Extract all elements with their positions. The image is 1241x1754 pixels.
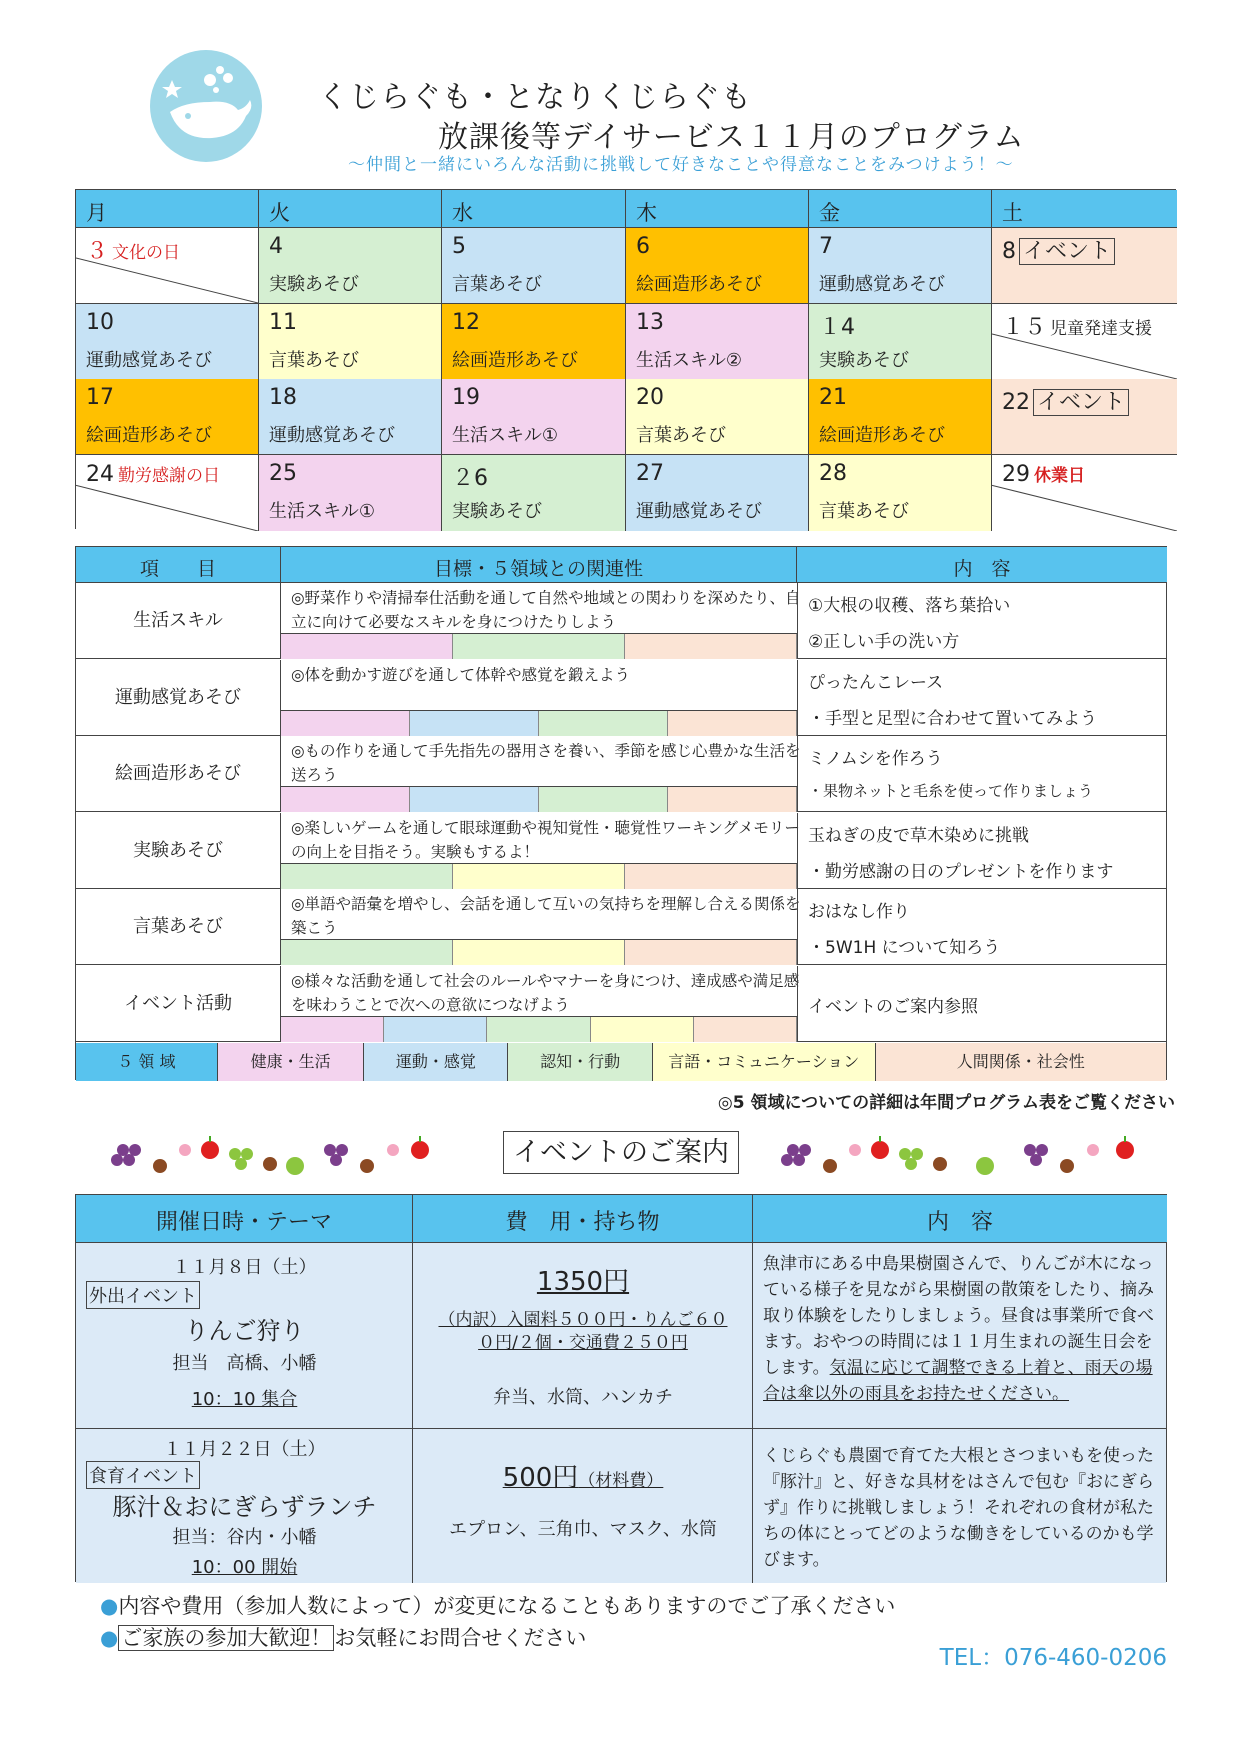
day-number-value: 20 (636, 385, 664, 410)
footer-note-2-highlight: ご家族の参加大歓迎！ (118, 1625, 334, 1651)
day-activity: 生活スキル① (452, 425, 558, 446)
goals-header: 内 容 (797, 547, 1167, 583)
weekday-header: 金 (809, 190, 992, 228)
domain-bar (281, 940, 453, 965)
calendar-day (992, 455, 1177, 531)
event-staff: 担当：谷内・小幡 (172, 1527, 317, 1548)
day-note: 児童発達支援 (1050, 318, 1153, 339)
goals-header: 項 目 (76, 547, 281, 583)
domain-bar (453, 940, 625, 965)
day-number (636, 461, 664, 486)
day-number-value: ３ (86, 239, 109, 264)
day-number-value: 25 (269, 460, 297, 486)
domain-bars (281, 863, 797, 889)
domain-bar (625, 864, 797, 889)
event-description-text: 魚津市にある中島果樹園さんで、りんごが木になっている様子を見ながら果樹園の散策をしたり、摘み取り体験をしたりしましょう。昼食は事業所で食べます。おやつの時間には１１月生まれの誕生日会をします。 (763, 1254, 1154, 1378)
goal-content-line: 玉ねぎの皮で草木染めに挑戦 (808, 825, 1029, 846)
event-date: １１月２２日（土） (163, 1439, 326, 1460)
day-number-value: 6 (636, 234, 650, 259)
event-header-content: 内 容 (753, 1195, 1167, 1243)
domain-bars (281, 939, 797, 965)
footer-note-2-text: お気軽にお問合せください (334, 1626, 587, 1650)
event-price-line (413, 1457, 753, 1494)
weekday-header: 月 (76, 190, 259, 228)
calendar-day (809, 455, 992, 531)
goal-category: 言葉あそび (76, 889, 281, 965)
event-price-detail: （内訳）入園料５００円・りんご６００円/２個・交通費２５０円 (438, 1310, 728, 1353)
domain-bar (668, 787, 797, 812)
day-note: 勤労感謝の日 (118, 465, 220, 486)
goal-text: ◎楽しいゲームを通して眼球運動や視知覚性・聴覚性ワーキングメモリーの向上を目指そう。実験もするよ！ (291, 818, 800, 861)
goal-text: ◎野菜作りや清掃奉仕活動を通して自然や地域との関わりを深めたり、自立に向けて必要なスキルを身につけたりしよう (291, 589, 801, 631)
calendar-day (259, 228, 442, 304)
domain-legend-item: 言語・コミュニケーション (653, 1043, 876, 1081)
day-number-value: 17 (86, 385, 114, 410)
domain-bar (539, 787, 668, 812)
event-description: くじらぐも農園で育てた大根とさつまいもを使った『豚汁』と、好きな具材をはさんで包む『おにぎらず』作りに挑戦しましょう！それぞれの食材が私たちの体にとってどのような働きをしているのかも学びます。 (763, 1446, 1154, 1570)
bullet-icon: ● (100, 1626, 119, 1650)
goal-category: イベント活動 (76, 966, 281, 1042)
day-number (269, 234, 283, 259)
day-note: 文化の日 (112, 243, 181, 263)
event-description-note: 気温に応じて調整できる上着と、雨天の場合は傘以外の雨具をお持たせください。 (763, 1358, 1153, 1404)
domains-note: ◎5 領域についての詳細は年間プログラム表をご覧ください (717, 1093, 1175, 1113)
event-header-cost: 費 用・持ち物 (413, 1195, 753, 1243)
calendar-day (809, 379, 992, 455)
event-header-date: 開催日時・テーマ (76, 1195, 413, 1243)
calendar-day (809, 304, 992, 380)
event-name: りんご狩り (184, 1317, 305, 1345)
phone-number: TEL：076-460-0206 (939, 1645, 1167, 1671)
calendar-day (992, 228, 1177, 304)
domain-legend-item: 健康・生活 (218, 1043, 365, 1081)
goal-content-line: おはなし作り (808, 902, 910, 923)
domain-bar (410, 711, 539, 736)
goal-category: 絵画造形あそび (76, 736, 281, 812)
event-time: 10：10 集合 (191, 1389, 298, 1410)
day-number (819, 385, 847, 410)
day-activity: 実験あそび (452, 500, 542, 522)
domain-legend (76, 1043, 1166, 1081)
day-activity: 言葉あそび (269, 349, 359, 371)
day-number-value: 28 (819, 460, 847, 486)
goal-content-line: ぴったんこレース (808, 672, 944, 693)
goal-row (76, 813, 1166, 889)
event-time: 10：00 開始 (191, 1557, 298, 1578)
calendar-day (992, 379, 1177, 455)
domain-legend-item: ５ 領 域 (76, 1043, 218, 1081)
event-staff: 担当 高橋、小幡 (172, 1353, 317, 1374)
day-number-value: 12 (452, 309, 480, 335)
day-number (452, 385, 480, 410)
goals-table (75, 546, 1167, 1080)
calendar-day (442, 379, 626, 455)
domain-bar (625, 940, 797, 965)
event-cost-cell (413, 1429, 753, 1583)
calendar-day (259, 455, 442, 531)
domain-bar (384, 1017, 487, 1042)
day-number (636, 385, 664, 410)
day-number-value: １4 (819, 314, 855, 340)
domain-legend-item: 認知・行動 (508, 1043, 653, 1081)
goal-content-line: イベントのご案内参照 (808, 997, 978, 1017)
domain-bars (281, 633, 797, 659)
page-title-line1: くじらぐも・となりくじらぐも (318, 80, 752, 115)
event-tag: 外出イベント (86, 1281, 200, 1309)
calendar-day (442, 228, 626, 304)
day-activity: 絵画造形あそび (452, 349, 578, 371)
event-bring: エプロン、三角巾、マスク、水筒 (449, 1519, 717, 1540)
goal-text: ◎様々な活動を通して社会のルールやマナーを身につけ、達成感や満足感を味わうことで次への意欲につなげよう (291, 972, 800, 1014)
calendar-day (809, 228, 992, 304)
day-activity: 生活スキル① (269, 500, 375, 522)
domain-bars (281, 1016, 797, 1042)
day-activity: 実験あそび (819, 349, 909, 371)
event-table (75, 1194, 1167, 1582)
event-label: イベント (1033, 389, 1129, 416)
day-number (86, 385, 114, 410)
domain-bar (281, 634, 453, 659)
day-number (636, 234, 650, 259)
event-cost-cell (413, 1243, 753, 1428)
goal-category: 運動感覚あそび (76, 660, 281, 736)
day-number-value: 19 (452, 385, 480, 410)
day-number (86, 234, 180, 265)
day-number-value: 11 (269, 309, 297, 335)
calendar-day (76, 379, 259, 455)
day-number-value: 7 (819, 234, 833, 259)
whale-logo (150, 50, 262, 162)
goal-text: ◎もの作りを通して手先指先の器用さを養い、季節を感じ心豊かな生活を送ろう (291, 742, 801, 785)
goal-content-line: ・5W1H について知ろう (808, 938, 1001, 959)
day-number (1002, 310, 1152, 341)
day-activity: 運動感覚あそび (636, 500, 762, 522)
goal-text: ◎単語や語彙を増やし、会話を通して互いの気持ちを理解し合える関係を築こう (291, 895, 801, 938)
day-activity: 絵画造形あそび (86, 425, 212, 446)
domain-legend-item: 運動・感覚 (364, 1043, 508, 1081)
weekday-header: 火 (259, 190, 442, 228)
day-number-value: 18 (269, 385, 297, 410)
event-price: 1350円 (536, 1267, 630, 1297)
goals-header: 目標・５領域との関連性 (281, 547, 797, 583)
day-number-value: ２6 (452, 465, 488, 491)
footer-note-1-text: 内容や費用（参加人数によって）が変更になることもありますのでご了承ください (118, 1594, 896, 1618)
day-number (452, 310, 480, 335)
fruit-decoration-right (775, 1128, 1145, 1178)
weekday-header: 木 (626, 190, 809, 228)
day-number-value: 22 (1002, 390, 1030, 415)
event-bring: 弁当、水筒、ハンカチ (493, 1387, 673, 1408)
goal-content-line: ・果物ネットと毛糸を使って作りましょう (808, 782, 1094, 801)
event-price: 500円 (502, 1463, 579, 1493)
day-number-value: 27 (636, 460, 664, 486)
goal-text: ◎体を動かす遊びを通して体幹や感覚を鍛えよう (291, 665, 631, 684)
domain-bars (281, 786, 797, 812)
day-number-value: 10 (86, 309, 114, 335)
domain-legend-item: 人間関係・社会性 (876, 1043, 1166, 1081)
day-number-value: 21 (819, 385, 847, 410)
goal-row (76, 966, 1166, 1042)
calendar-day (76, 455, 259, 531)
day-number-value: １５ (1002, 314, 1047, 340)
event-section-title: イベントのご案内 (503, 1131, 739, 1174)
goal-category: 実験あそび (76, 813, 281, 889)
day-number-value: 8 (1002, 239, 1016, 264)
domain-bar (539, 711, 668, 736)
calendar-day (626, 228, 809, 304)
day-number (86, 310, 114, 335)
calendar-day (76, 228, 259, 304)
goal-content (797, 583, 1167, 659)
event-price-note: （材料費） (578, 1471, 664, 1491)
goal-content (797, 736, 1167, 812)
calendar-day (259, 379, 442, 455)
event-row (76, 1243, 1166, 1429)
goal-content-line: ②正しい手の洗い方 (808, 632, 960, 652)
day-number (269, 385, 297, 410)
goal-content (797, 813, 1167, 889)
goal-row (76, 889, 1166, 965)
day-number (1002, 385, 1129, 416)
domain-bar (591, 1017, 694, 1042)
calendar-day (442, 304, 626, 380)
event-date-cell (76, 1243, 413, 1428)
goal-content (797, 660, 1167, 736)
day-number (269, 461, 297, 486)
goal-category: 生活スキル (76, 583, 281, 659)
domain-bar (410, 787, 539, 812)
day-number (819, 234, 833, 259)
goal-row (76, 583, 1166, 659)
domain-bar (453, 634, 625, 659)
goal-content-line: ミノムシを作ろう (808, 749, 943, 770)
day-activity: 言葉あそび (452, 274, 542, 295)
day-number (1002, 461, 1085, 487)
goal-row (76, 660, 1166, 736)
goal-content-line: ・手型と足型に合わせて置いてみよう (808, 708, 1097, 729)
event-name: 豚汁＆おにぎらずランチ (112, 1493, 377, 1521)
domain-bar (625, 634, 797, 659)
day-number (1002, 234, 1115, 265)
domain-bar (487, 1017, 590, 1042)
calendar-day (992, 304, 1177, 380)
day-number (636, 310, 664, 335)
footer-note-1 (100, 1590, 895, 1620)
weekday-header: 土 (992, 190, 1177, 228)
day-activity: 運動感覚あそび (819, 274, 945, 295)
calendar-day (626, 304, 809, 380)
goal-content-line: ①大根の収穫、落ち葉拾い (808, 596, 1011, 616)
day-number-value: 5 (452, 234, 466, 259)
day-number-value: 24 (86, 461, 114, 487)
goal-content-line: ・勤労感謝の日のプレゼントを作ります (808, 861, 1114, 882)
calendar-day (626, 455, 809, 531)
day-number (269, 310, 297, 335)
day-activity: 運動感覚あそび (269, 425, 395, 446)
domain-bars (281, 710, 797, 736)
domain-bar (668, 711, 797, 736)
page-subtitle: ～仲間と一緒にいろんな活動に挑戦して好きなことや得意なことをみつけよう！～ (348, 155, 1014, 175)
day-activity: 実験あそび (269, 274, 359, 295)
day-activity: 絵画造形あそび (819, 425, 945, 446)
domain-bar (281, 1017, 384, 1042)
goal-content (797, 966, 1167, 1042)
event-label: イベント (1019, 238, 1115, 265)
day-note: 休業日 (1034, 465, 1085, 486)
domain-bar (281, 787, 410, 812)
domain-bar (694, 1017, 797, 1042)
domain-bar (281, 864, 453, 889)
day-activity: 言葉あそび (819, 500, 909, 522)
fruit-decoration-left (105, 1128, 435, 1178)
day-number (452, 461, 488, 492)
calendar (75, 189, 1176, 529)
event-tag: 食育イベント (86, 1461, 200, 1489)
domain-bar (453, 864, 625, 889)
day-activity: 運動感覚あそび (86, 349, 212, 371)
event-description (763, 1251, 1159, 1407)
event-row (76, 1429, 1166, 1583)
day-number-value: 13 (636, 309, 664, 335)
event-date-cell (76, 1429, 413, 1583)
weekday-header: 水 (442, 190, 626, 228)
goal-content (797, 889, 1167, 965)
calendar-day (626, 379, 809, 455)
calendar-day (259, 304, 442, 380)
domain-bar (281, 711, 410, 736)
day-number (452, 234, 466, 259)
day-number-value: 29 (1002, 461, 1030, 487)
day-activity: 生活スキル② (636, 349, 742, 371)
calendar-day (76, 304, 259, 380)
bullet-icon: ● (100, 1594, 119, 1618)
page-title-line2: 放課後等デイサービス１１月のプログラム (438, 120, 1025, 155)
day-number (819, 461, 847, 486)
day-activity: 絵画造形あそび (636, 274, 762, 295)
calendar-day (442, 455, 626, 531)
event-date: １１月８日（土） (172, 1257, 317, 1278)
day-number-value: 4 (269, 234, 283, 259)
day-activity: 言葉あそび (636, 425, 726, 446)
day-number (819, 310, 855, 341)
footer-note-2 (100, 1622, 586, 1652)
goal-row (76, 736, 1166, 812)
day-number (86, 461, 220, 487)
